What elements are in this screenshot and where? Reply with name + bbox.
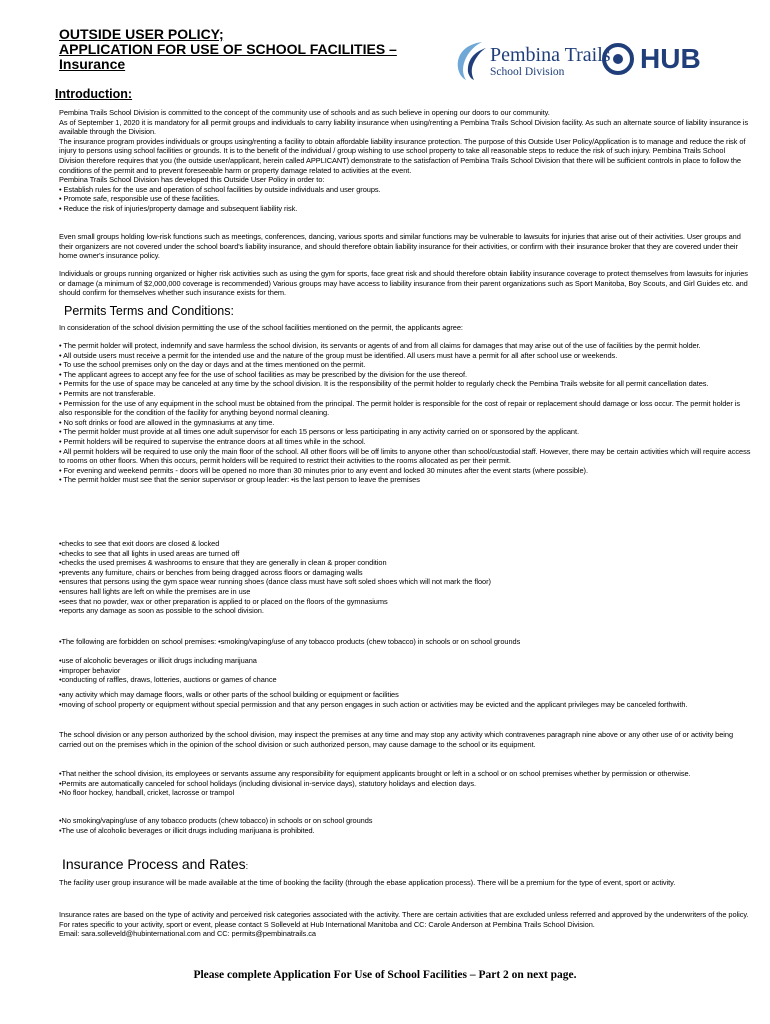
final-condition: •No floor hockey, handball, cricket, lacrosse or trampol	[59, 788, 235, 798]
introduction-body	[59, 108, 751, 214]
intro-paragraph: Pembina Trails School Division has developed this Outside User Policy in order to:	[59, 175, 325, 185]
hub-logo	[602, 43, 742, 75]
intro-paragraph: The insurance program provides individuals or groups using/renting a facility to obtain affordable liability insurance protection. The purpose of this Outside User Policy/Application is to manage and reduce the risk of injury to persons using school facilities or grounds. It is to the benefit of the individual / group wishing to use school property to take all reasonable steps to reduce the risk of such injury. Pembina Trails School Division therefore requires that you (the outside user/applicant, herein called APPLICANT) demonstrate to the satisfaction of Pembina Trails School Division that there will be sufficient controls in place to follow the conditions of the permit and to prevent foreseeable harm or property damage related to activities at the event.	[59, 136, 746, 175]
introduction-heading: Introduction:	[55, 87, 133, 101]
risk-paragraph	[59, 269, 751, 298]
final-condition: •Permits are automatically canceled for school holidays (including divisional in-service days), statutory holidays and election days.	[59, 778, 476, 788]
title-line-3: Insurance	[59, 56, 126, 72]
forbidden-item: •improper behavior	[59, 665, 121, 675]
permit-condition: • To use the school premises only on the day or days and at the times mentioned on the permit.	[59, 360, 366, 370]
permit-conditions-list	[59, 341, 751, 485]
permits-lead-text: In consideration of the school division permitting the use of the school facilities mentioned on the permit, the applicants agree:	[59, 323, 463, 332]
forbidden-item: •any activity which may damage floors, walls or other parts of the school building or equipment or facilities	[59, 690, 399, 699]
permit-condition: • Permit holders will be required to supervise the entrance doors at all times while in the school.	[59, 436, 366, 446]
title-line-2: APPLICATION FOR USE OF SCHOOL FACILITIES –	[59, 41, 397, 57]
supervisor-check: •checks the used premises & washrooms to ensure that they are generally in clean & proper condition	[59, 558, 387, 568]
insurance-heading-colon: :	[245, 861, 249, 871]
final-condition: •That neither the school division, its employees or servants assume any responsibility for equipment applicants brought or left in a school or on school premises whether by permission or otherwise.	[59, 769, 691, 778]
supervisor-check: •checks to see that exit doors are closed & locked	[59, 539, 220, 548]
inspection-paragraph	[59, 730, 751, 749]
forbidden-list-continued	[59, 690, 751, 709]
permit-condition: • Permits are not transferable.	[59, 388, 156, 398]
hub-logo-text: HUB	[640, 43, 701, 74]
forbidden-lead-text: •The following are forbidden on school premises: •smoking/vaping/use of any tobacco products (chew tobacco) in schools or on school grounds	[59, 637, 521, 646]
supervisor-check: •prevents any furniture, chairs or benches from being dragged across floors or damaging walls	[59, 567, 363, 577]
permit-condition: • Permits for the use of space may be canceled at any time by the school division. It is the responsibility of the permit holder to regularly check the Pembina Trails website for all permit cancellation dates.	[59, 379, 709, 389]
supervisor-check: •ensures hall lights are left on while the premises are in use	[59, 586, 251, 596]
inspection-text: The school division or any person authorized by the school division, may inspect the premises at any time and may stop any activity which contravenes paragraph nine above or any other use of or activity being carried out on the premises which in the opinion of the school division or such authorized person, may cause damage to the school or its equipment.	[59, 730, 734, 749]
permit-condition: • Permission for the use of any equipment in the school must be obtained from the principal. The permit holder is responsible for the cost of repair or replacement should damage or loss occur. The permit holder is also responsible for the condition of the facility for anything beyond normal cleaning.	[59, 398, 740, 418]
supervisor-check: •sees that no powder, wax or other preparation is applied to or placed on the floors of the gymnasiums	[59, 596, 388, 606]
permit-condition: • For evening and weekend permits - doors will be opened no more than 30 minutes prior to any event and locked 30 minutes after the event starts (where possible).	[59, 465, 588, 475]
pembina-logo-name: Pembina Trails	[490, 44, 611, 66]
final-conditions-list	[59, 769, 751, 798]
final-condition: •No smoking/vaping/use of any tobacco products (chew tobacco) in schools or on school grounds	[59, 816, 373, 825]
permit-condition: • The permit holder must see that the senior supervisor or group leader: •is the last person to leave the premises	[59, 475, 420, 485]
insurance-paragraph-1	[59, 878, 751, 888]
insurance-email-line: Email: sara.solleveld@hubinternational.com and CC: permits@pembinatrails.ca	[59, 929, 316, 939]
intro-paragraph: As of September 1, 2020 it is mandatory for all permit groups and individuals to carry liability insurance when using/renting a Pembina Trails School Division facility. As such an alternate source of liability insurance is available through the Division.	[59, 117, 749, 137]
insurance-text: The facility user group insurance will be made available at the time of booking the facility (through the ebase application process). There will be a premium for the type of event, sport or activity.	[59, 878, 676, 887]
permit-condition: • No soft drinks or food are allowed in the gymnasiums at any time.	[59, 417, 275, 427]
next-page-note: Please complete Application For Use of School Facilities – Part 2 on next page.	[193, 969, 577, 981]
permit-condition: • All permit holders will be required to use only the main floor of the school. All other floors will be off limits to anyone other than school/custodial staff. However, there may be certain activities which will require access to rooms on other floors. When this occurs, permit holders will be required to restrict their activities to the rooms allocated as per their permit.	[59, 446, 751, 466]
forbidden-list	[59, 656, 751, 685]
pembina-swoosh-icon	[452, 38, 488, 82]
pembina-trails-logo	[452, 38, 611, 82]
permits-heading: Permits Terms and Conditions:	[64, 304, 234, 318]
intro-bullet: • Establish rules for the use and operation of school facilities by outside individuals and user groups.	[59, 184, 381, 194]
insurance-paragraph-2	[59, 910, 751, 939]
permit-condition: • The applicant agrees to accept any fee for the use of school facilities as may be prescribed by the division for the use thereof.	[59, 369, 467, 379]
supervisor-check: •ensures that persons using the gym space wear running shoes (dance class must have soft soled shoes which will not mark the floor)	[59, 577, 491, 587]
supervisor-checks-list	[59, 539, 751, 616]
permit-condition: • The permit holder will protect, indemnify and save harmless the school division, its servants or agents of and from all claims for damages that may arise out of the use of facilities by the permit holder.	[59, 341, 701, 350]
pembina-logo-subtitle: School Division	[490, 66, 565, 78]
supervisor-check: •reports any damage as soon as possible to the school division.	[59, 606, 264, 616]
intro-bullet: • Promote safe, responsible use of these facilities.	[59, 194, 220, 204]
liability-paragraph	[59, 232, 751, 261]
forbidden-lead	[59, 637, 751, 647]
forbidden-item: •use of alcoholic beverages or illicit drugs including marijuana	[59, 656, 257, 665]
supervisor-check: •checks to see that all lights in used areas are turned off	[59, 548, 240, 558]
hub-emblem-icon	[602, 43, 634, 75]
intro-bullet: • Reduce the risk of injuries/property damage and subsequent liability risk.	[59, 203, 298, 213]
permit-condition: • All outside users must receive a permit for the intended use and the nature of the group must be identified. All users must have a permit for all after school use or weekends.	[59, 350, 618, 360]
title-line-1: OUTSIDE USER POLICY;	[59, 26, 224, 42]
forbidden-item: •moving of school property or equipment without special permission and that any person engages in such action or activities may be evicted and the applicant privileges may be canceled forthwith.	[59, 699, 688, 709]
insurance-text: Insurance rates are based on the type of activity and perceived risk categories associated with the activity. There are certain activities that are excluded unless referred and approved by the underwriters of the policy. For rates specific to your activity, sport or event, please contact S Solleveld at Hub International Manitoba and CC: Carole Anderson at Pembina Trails School Division.	[59, 910, 749, 929]
final-condition: •The use of alcoholic beverages or illicit drugs including marijuana is prohibited.	[59, 825, 315, 835]
intro-paragraph: Individuals or groups running organized or higher risk activities such as using the gym for sports, face great risk and should therefore obtain liability insurance coverage to protect themselves from lawsuits for injuries or damage (a minimum of $2,000,000 coverage is recommended) Various groups may have access to liability insurance from their parent organizations such as Sport Manitoba, Boy Scouts, and Girl Guides etc. and should confirm for themselves whether such insurance exists for them.	[59, 269, 748, 298]
forbidden-item: •conducting of raffles, draws, lotteries, auctions or games of chance	[59, 675, 277, 685]
insurance-heading-text: Insurance Process and Rates	[62, 856, 246, 872]
insurance-heading	[62, 856, 248, 872]
intro-paragraph: Even small groups holding low-risk functions such as meetings, conferences, dancing, various sports and similar functions may be vulnerable to lawsuits for injuries that arise out of their activities. User groups and their organizers are not covered under the school board's liability insurance, and should therefore obtain liability insurance for their activities, or confirm with their insurance broker that they are covered under their home owner's insurance policy.	[59, 232, 741, 261]
intro-paragraph: Pembina Trails School Division is committed to the concept of the community use of schools and as such believe in opening our doors to our community.	[59, 108, 550, 117]
permit-condition: • The permit holder must provide at all times one adult supervisor for each 15 persons or less participating in any activity carried on or sponsored by the applicant.	[59, 427, 579, 437]
final-conditions-list-2	[59, 816, 751, 835]
permits-lead	[59, 323, 751, 333]
document-title	[59, 27, 449, 72]
